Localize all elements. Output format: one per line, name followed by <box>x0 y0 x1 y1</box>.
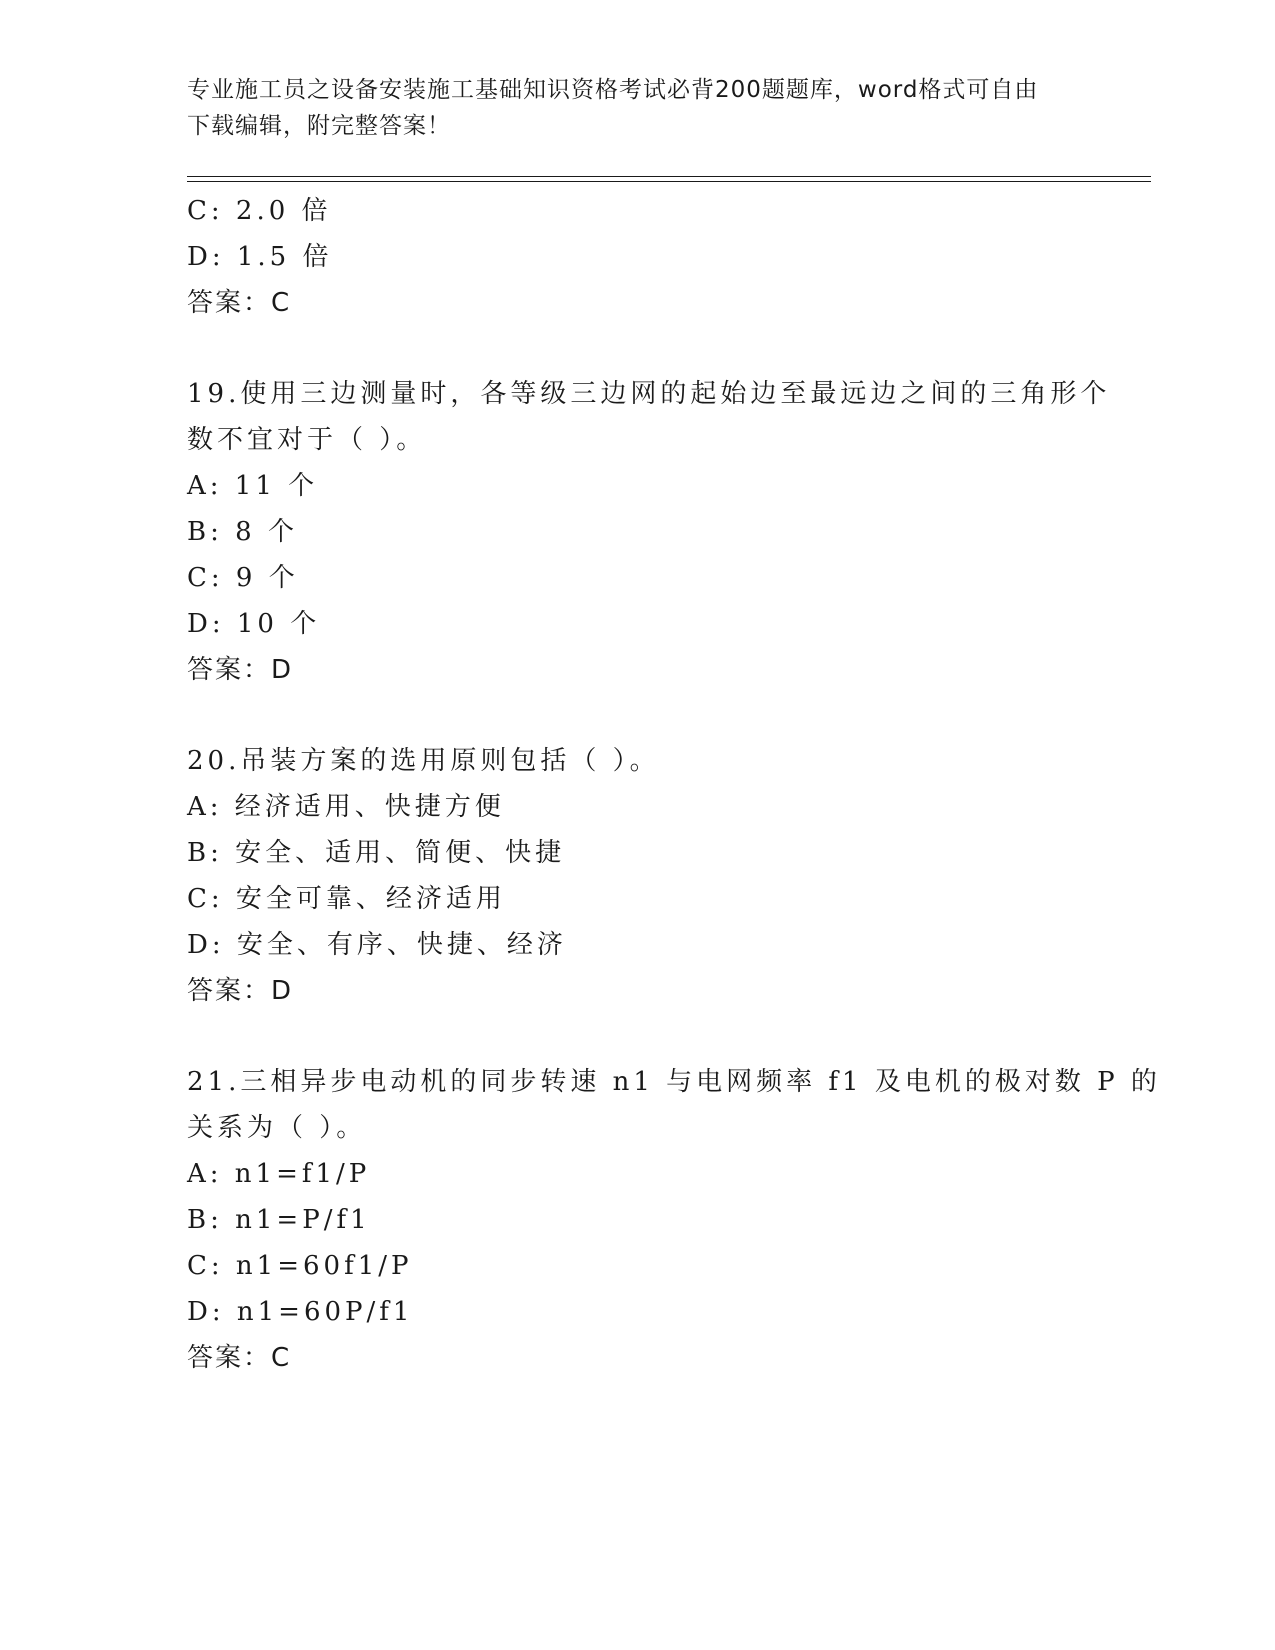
option-a: A: 经济适用、快捷方便 <box>187 792 505 822</box>
option-c: C: 9 个 <box>187 563 299 593</box>
option-c: C: 2.0 倍 <box>187 196 332 226</box>
option-d: D: 1.5 倍 <box>187 242 333 272</box>
option-a: A: n1=f1/P <box>187 1159 371 1189</box>
question-block-18-tail <box>187 188 1087 326</box>
header-title-line-2: 下载编辑，附完整答案！ <box>187 113 451 139</box>
question-block-20 <box>187 738 1087 1014</box>
question-stem-line-2: 关系为（ ）。 <box>187 1113 367 1143</box>
answer-line: 答案：C <box>187 1343 292 1373</box>
answer-line: 答案：D <box>187 976 294 1006</box>
question-stem-line-1: 19.使用三边测量时，各等级三边网的起始边至最远边之间的三角形个 <box>187 379 1111 409</box>
option-d: D: n1=60P/f1 <box>187 1297 414 1327</box>
question-stem-line-2: 数不宜对于（ ）。 <box>187 425 427 455</box>
question-stem-line-1: 20.吊装方案的选用原则包括（ ）。 <box>187 746 660 776</box>
option-c: C: 安全可靠、经济适用 <box>187 884 506 914</box>
option-d: D: 10 个 <box>187 609 321 639</box>
answer-line: 答案：C <box>187 288 292 318</box>
question-block-19 <box>187 371 1111 693</box>
answer-line: 答案：D <box>187 655 294 685</box>
option-b: B: 8 个 <box>187 517 298 547</box>
spacer <box>187 326 1087 371</box>
option-b: B: n1=P/f1 <box>187 1205 371 1235</box>
spacer <box>187 1014 1087 1059</box>
question-block-21 <box>187 1059 1161 1381</box>
option-b: B: 安全、适用、简便、快捷 <box>187 838 566 868</box>
option-c: C: n1=60f1/P <box>187 1251 413 1281</box>
question-list <box>187 188 1161 1381</box>
spacer <box>187 693 1087 738</box>
header-title-line-1: 专业施工员之设备安装施工基础知识资格考试必背200题题库，word格式可自由 <box>187 77 1039 103</box>
option-d: D: 安全、有序、快捷、经济 <box>187 930 567 960</box>
question-stem-line-1: 21.三相异步电动机的同步转速 n1 与电网频率 f1 及电机的极对数 P 的 <box>187 1067 1161 1097</box>
header-divider <box>187 176 1151 182</box>
document-header <box>187 72 1087 144</box>
option-a: A: 11 个 <box>187 471 319 501</box>
